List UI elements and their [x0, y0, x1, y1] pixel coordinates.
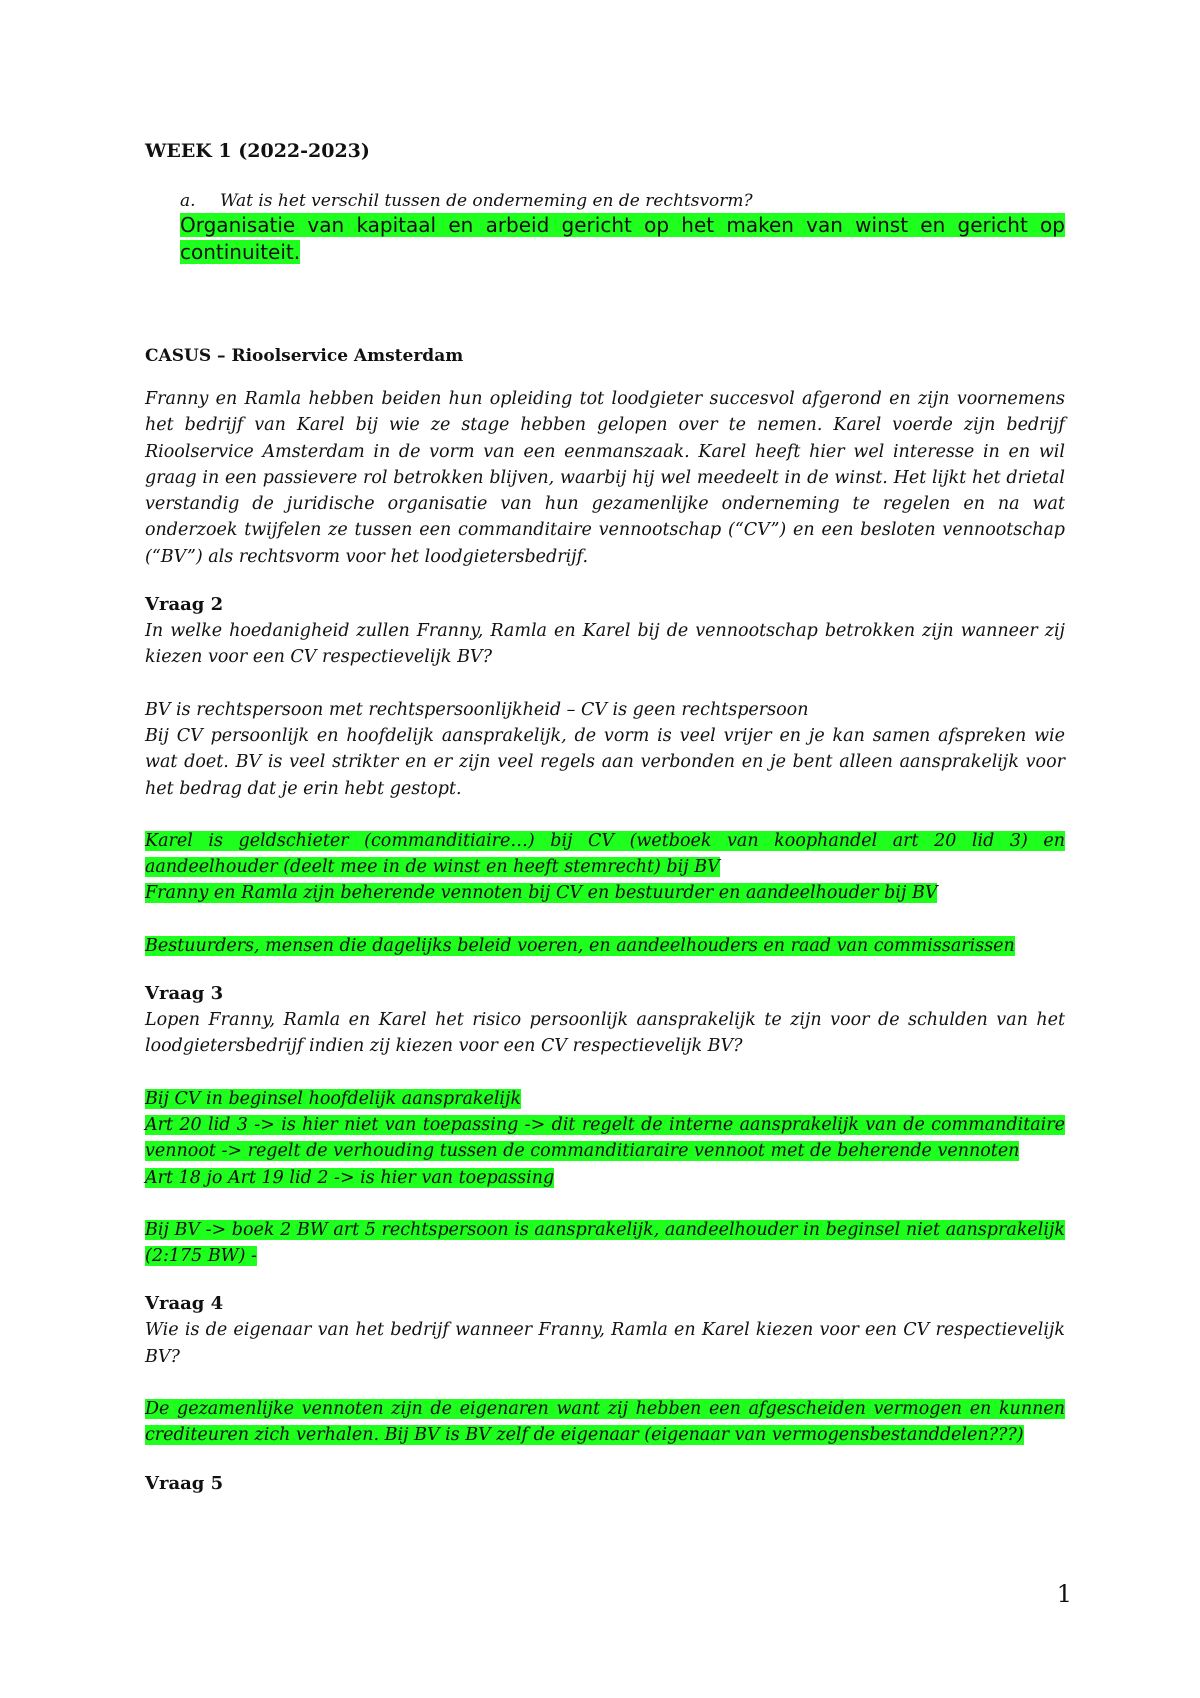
- vraag2-answer-2: [145, 880, 1065, 906]
- vraag3-answer-1: [145, 1086, 1065, 1112]
- vraag4-answer: [145, 1396, 1065, 1449]
- page-number: 1: [1056, 1580, 1072, 1608]
- casus-title-rest: – Rioolservice Amsterdam: [211, 346, 464, 366]
- vraag2-heading: Vraag 2: [145, 594, 224, 616]
- vraag3-answer-3: [145, 1165, 1065, 1191]
- vraag3-answer-4-highlight: Bij BV -> boek 2 BW art 5 rechtspersoon is aansprakelijk, aandeelhouder in beginsel niet aansprakelijk (2:175 BW) -: [145, 1219, 1065, 1267]
- vraag4-answer-highlight: De gezamenlijke vennoten zijn de eigenaren want zij hebben een afgescheiden vermogen en kunnen crediteuren zich verhalen. Bij BV is BV zelf de eigenaar (eigenaar van vermogensbestanddelen???): [145, 1399, 1065, 1446]
- vraag2-answer-3: [145, 933, 1065, 959]
- casus-text: Franny en Ramla hebben beiden hun opleiding tot loodgieter succesvol afgerond en zijn voornemens het bedrijf van Karel bij wie ze stage hebben gelopen over te nemen. Karel voerde zijn bedrijf Rioolservice Amsterdam in de vorm van een eenmanszaak. Karel heeft hier wel interesse in en wil graag in een passievere rol betrokken blijven, waarbij hij wel meedeelt in de winst. Het lijkt het drietal verstandig de juridische organisatie van hun gezamenlijke onderneming te regelen en na wat onderzoek twijfelen ze tussen een commanditaire vennootschap (“CV”) en een besloten vennootschap (“BV”) als rechtsvorm voor het loodgietersbedrijf.: [145, 389, 1065, 567]
- intro-question-text: Wat is het verschil tussen de onderneming en de rechtsvorm?: [220, 191, 753, 211]
- intro-question-number: a.: [180, 191, 196, 211]
- vraag3-answer-2-highlight: Art 20 lid 3 -> is hier niet van toepassing -> dit regelt de interne aansprakelijk van de commanditaire vennoot -> regelt de verhouding tussen de commanditiaraire vennoot met de beherende vennoten: [145, 1114, 1065, 1162]
- vraag2-note-1: BV is rechtspersoon met rechtspersoonlijkheid – CV is geen rechtspersoon: [145, 699, 809, 720]
- vraag3-answer-3-highlight: Art 18 jo Art 19 lid 2 -> is hier van toepassing: [145, 1167, 555, 1188]
- vraag3-heading: Vraag 3: [145, 983, 224, 1005]
- vraag2-answer-3-highlight: Bestuurders, mensen die dagelijks beleid voeren, en aandeelhouders en raad van commissarissen: [145, 935, 1015, 956]
- vraag4-heading: Vraag 4: [145, 1293, 224, 1315]
- vraag2-answer-1: [145, 828, 1065, 881]
- vraag4-question: Wie is de eigenaar van het bedrijf wanneer Franny, Ramla en Karel kiezen voor een CV respectievelijk BV?: [145, 1320, 1065, 1367]
- vraag2-note-2: Bij CV persoonlijk en hoofdelijk aansprakelijk, de vorm is veel vrijer en je kan samen afspreken wie wat doet. BV is veel strikter en er zijn veel regels aan verbonden en je bent alleen aansprakelijk voor het bedrag dat je erin hebt gestopt.: [145, 725, 1065, 799]
- intro-answer: [180, 212, 1065, 266]
- casus-title-prefix: CASUS: [145, 346, 212, 366]
- vraag3-answer-2: [145, 1112, 1065, 1165]
- vraag5-heading: Vraag 5: [145, 1472, 224, 1494]
- intro-question: [180, 190, 1065, 212]
- vraag2-question: In welke hoedanigheid zullen Franny, Ramla en Karel bij de vennootschap betrokken zijn wanneer zij kiezen voor een CV respectievelijk BV?: [145, 621, 1065, 668]
- vraag2-answer-1-highlight: Karel is geldschieter (commanditiaire…) bij CV (wetboek van koophandel art 20 lid 3) en aandeelhouder (deelt mee in de winst en heeft stemrecht) bij BV: [145, 830, 1065, 878]
- document-body: [145, 140, 1065, 1497]
- vraag3-answer-4: [145, 1217, 1065, 1270]
- vraag2-answer-2-highlight: Franny en Ramla zijn beherende vennoten bij CV en bestuurder en aandeelhouder bij BV: [145, 883, 938, 904]
- week-title: WEEK 1 (2022-2023): [145, 140, 370, 162]
- vraag3-question: Lopen Franny, Ramla en Karel het risico persoonlijk aansprakelijk te zijn voor de schulden van het loodgietersbedrijf indien zij kiezen voor een CV respectievelijk BV?: [145, 1010, 1065, 1057]
- vraag3-answer-1-highlight: Bij CV in beginsel hoofdelijk aansprakelijk: [145, 1088, 522, 1109]
- intro-answer-highlight: Organisatie van kapitaal en arbeid gericht op het maken van winst en gericht op continuiteit.: [180, 213, 1065, 264]
- casus-title: [145, 346, 1065, 366]
- intro-question-block: [145, 190, 1065, 266]
